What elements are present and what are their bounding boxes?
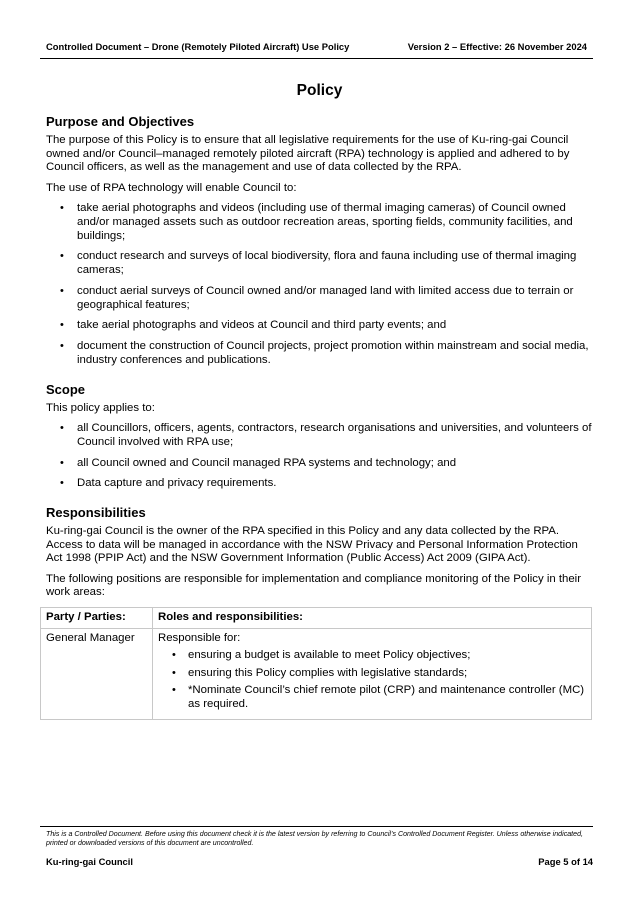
page-content xyxy=(46,80,593,720)
footer-page-number: Page 5 of 14 xyxy=(538,856,593,867)
list-item: • all Council owned and Council managed RPA systems and technology; and xyxy=(46,457,593,471)
list-item: • take aerial photographs and videos (including use of thermal imaging cameras) of Council owned and/or managed assets such as outdoor recreation areas, sporting fields, community facilities, and buildings; xyxy=(46,202,593,243)
table-cell-roles xyxy=(153,628,592,719)
list-item: • take aerial photographs and videos at Council and third party events; and xyxy=(46,319,593,333)
roles-intro: Responsible for: xyxy=(158,631,241,644)
table-header-row xyxy=(41,608,592,629)
list-item: • Data capture and privacy requirements. xyxy=(46,477,593,491)
responsibilities-heading: Responsibilities xyxy=(46,505,146,521)
page-header xyxy=(40,40,593,59)
list-item: • *Nominate Council’s chief remote pilot (CRP) and maintenance controller (MC) as required. xyxy=(158,684,586,711)
roles-list xyxy=(158,649,586,711)
purpose-heading: Purpose and Objectives xyxy=(46,114,195,129)
responsibilities-intro: The following positions are responsible for implementation and compliance monitoring of the Policy in their work areas: xyxy=(46,572,582,599)
table-header-roles: Roles and responsibilities: xyxy=(153,608,592,629)
purpose-intro: The use of RPA technology will enable Council to: xyxy=(46,181,297,194)
footer-organisation: Ku-ring-gai Council xyxy=(46,856,133,867)
scope-heading: Scope xyxy=(46,381,86,397)
table-header-party: Party / Parties: xyxy=(41,608,153,629)
list-item: • ensuring this Policy complies with legislative standards; xyxy=(158,667,586,681)
table-row xyxy=(41,628,592,719)
list-item: • conduct aerial surveys of Council owned and/or managed land with limited access due to terrain or geographical features; xyxy=(46,285,593,312)
list-item: • document the construction of Council projects, project promotion within mainstream and social media, industry conferences and publications. xyxy=(46,340,593,367)
header-version: Version 2 – Effective: 26 November 2024 xyxy=(407,41,587,52)
responsibilities-table xyxy=(40,607,592,720)
scope-list xyxy=(46,422,593,491)
footer-divider xyxy=(40,826,593,827)
footer-disclaimer: This is a Controlled Document. Before using this document check it is the latest version by referring to Council’s Controlled Document Register. Unless otherwise indicated, printed or downloaded versions of this document are uncontrolled. xyxy=(46,830,584,847)
scope-intro: This policy applies to: xyxy=(46,401,155,414)
list-item: • all Councillors, officers, agents, contractors, research organisations and universities, and volunteers of Council involved with RPA use; xyxy=(46,422,593,449)
page-title: Policy xyxy=(296,82,343,99)
header-document-title: Controlled Document – Drone (Remotely Piloted Aircraft) Use Policy xyxy=(46,41,350,52)
responsibilities-paragraph: Ku-ring-gai Council is the owner of the RPA specified in this Policy and any data collected by the RPA. Access to data will be managed in accordance with the NSW Privacy and Personal Information Protection Act 1998 (PPIP Act) and the NSW Government Information (Public Access) Act 2009 (GIPA Act). xyxy=(46,525,578,565)
list-item: • ensuring a budget is available to meet Policy objectives; xyxy=(158,649,586,663)
table-cell-party: General Manager xyxy=(41,628,153,719)
purpose-paragraph: The purpose of this Policy is to ensure that all legislative requirements for the use of Ku-ring-gai Council owned and/or Council–managed remotely piloted aircraft (RPA) technology is applied and adhered to by Council officers, as well as the management and use of data collected by the RPA. xyxy=(46,134,570,174)
purpose-list xyxy=(46,202,593,367)
list-item: • conduct research and surveys of local biodiversity, flora and fauna including use of thermal imaging cameras; xyxy=(46,250,593,277)
